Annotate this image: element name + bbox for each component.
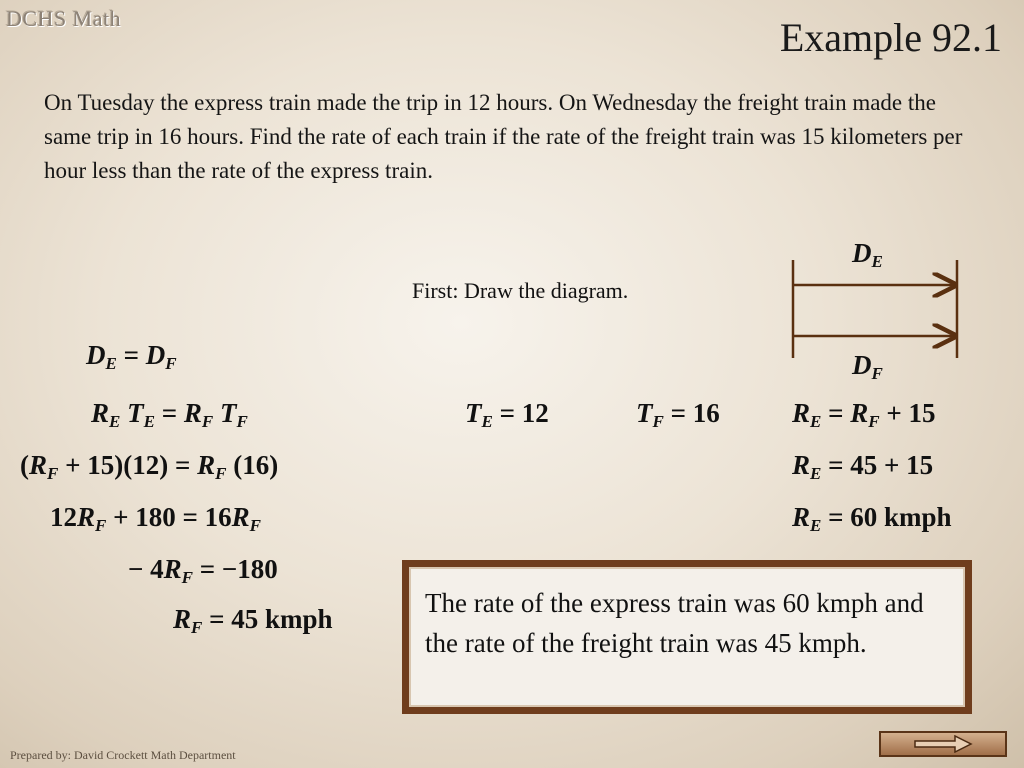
answer-box [402,560,972,714]
equation-rf-result: $R_F = 45$ kmph [173,604,333,637]
equation-re-substituted: $R_E = 45 + 15$ [792,450,934,483]
equation-simplified: − $4R_F = -180$ [128,554,278,587]
equation-substitution: $(R_F + 15)(12) = R_F$ (16) [20,450,279,483]
equation-re-result: $R_E = 60$ kmph [792,502,952,535]
equation-rate-time: $R_E$ $T_E = R_F$ $T_F$ [91,398,248,431]
answer-text: The rate of the express train was 60 kmph and the rate of the freight train was 45 kmph. [409,567,965,707]
equation-expanded: $12R_F + 180 = 16R_F$ [50,502,261,535]
given-tf: $T_F = 16$ [636,398,720,431]
right-arrow-icon [913,735,973,753]
equation-rate-relation: $R_E = R_F + 15$ [792,398,936,431]
equation-distances-equal: $D_E = D_F$ [86,340,177,373]
footer-credit: Prepared by: David Crockett Math Department [10,748,236,762]
diagram-label-df: $D_F$ [852,350,883,383]
slide-title: Example 92.1 [779,15,1002,60]
next-slide-button[interactable] [879,731,1007,757]
diagram-label-de: $D_E$ [852,238,883,271]
given-te: $T_E = 12$ [465,398,549,431]
problem-statement: On Tuesday the express train made the trip in 12 hours. On Wednesday the freight train made the same trip in 16 hours. Find the rate of each train if the rate of the freight train was 15 kilometers per hour less than the rate of the express train. [44,90,963,183]
instruction-text: First: Draw the diagram. [412,278,629,303]
brand-logo: DCHS Math [6,6,122,31]
